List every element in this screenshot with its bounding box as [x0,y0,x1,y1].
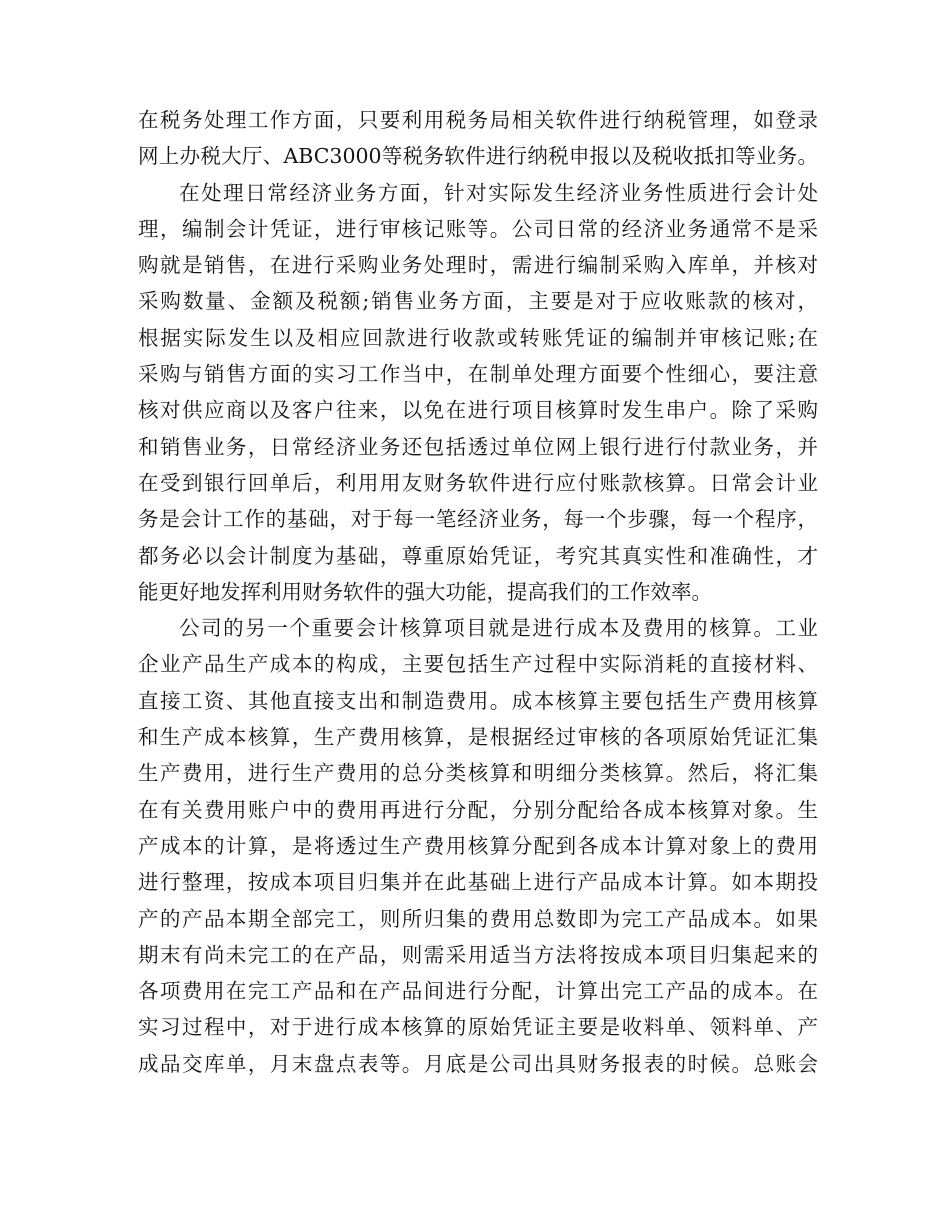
paragraph-end-line: 能更好地发挥利用财务软件的强大功能，提高我们的工作效率。 [138,579,712,604]
text-line: 各项费用在完工产品和在产品间进行分配，计算出完工产品的成本。在 [138,979,818,1004]
text-line: 核对供应商以及客户往来，以免在进行项目核算时发生串户。除了采购 [138,398,818,423]
text-line: 和生产成本核算，生产费用核算，是根据经过审核的各项原始凭证汇集 [138,725,818,750]
document-body [138,102,818,1082]
text-line: 购就是销售，在进行采购业务处理时，需进行编制采购入库单，并核对 [138,253,818,278]
text-line: 务是会计工作的基础，对于每一笔经济业务，每一个步骤，每一个程序， [138,507,818,532]
text-line: 采购数量、金额及税额;销售业务方面，主要是对于应收账款的核对， [138,289,818,314]
text-line: 在有关费用账户中的费用再进行分配，分别分配给各成本核算对象。生 [138,797,818,822]
text-line: 和销售业务，日常经济业务还包括透过单位网上银行进行付款业务，并 [138,434,818,459]
text-line: 采购与销售方面的实习工作当中，在制单处理方面要个性细心，要注意 [138,362,818,387]
text-line: 网上办税大厅、ABC3000等税务软件进行纳税申报以及税收抵扣等业务。 [138,144,818,169]
text-line: 在税务处理工作方面，只要利用税务局相关软件进行纳税管理，如登录 [138,108,818,132]
text-line: 产的产品本期全部完工，则所归集的费用总数即为完工产品成本。如果 [138,906,818,931]
text-line: 理，编制会计凭证，进行审核记账等。公司日常的经济业务通常不是采 [138,216,818,241]
text-line: 产成本的计算，是将透过生产费用核算分配到各成本计算对象上的费用 [138,833,818,858]
text-line: 生产费用，进行生产费用的总分类核算和明细分类核算。然后，将汇集 [138,761,818,786]
text-line: 直接工资、其他直接支出和制造费用。成本核算主要包括生产费用核算 [138,688,818,713]
text-line: 实习过程中，对于进行成本核算的原始凭证主要是收料单、领料单、产 [138,1015,818,1040]
text-line: 都务必以会计制度为基础，尊重原始凭证，考究其真实性和准确性，才 [138,543,818,568]
text-line: 企业产品生产成本的构成，主要包括生产过程中实际消耗的直接材料、 [138,652,818,677]
text-line: 成品交库单，月末盘点表等。月底是公司出具财务报表的时候。总账会 [138,1051,818,1076]
text-line: 根据实际发生以及相应回款进行收款或转账凭证的编制并审核记账;在 [138,325,818,350]
paragraph-start-line: 公司的另一个重要会计核算项目就是进行成本及费用的核算。工业 [179,616,818,641]
paragraph-start-line: 在处理日常经济业务方面，针对实际发生经济业务性质进行会计处 [179,180,818,205]
text-line: 期末有尚未完工的在产品，则需采用适当方法将按成本项目归集起来的 [138,942,818,967]
text-line: 进行整理，按成本项目归集并在此基础上进行产品成本计算。如本期投 [138,870,818,895]
text-line: 在受到银行回单后，利用用友财务软件进行应付账款核算。日常会计业 [138,470,818,495]
